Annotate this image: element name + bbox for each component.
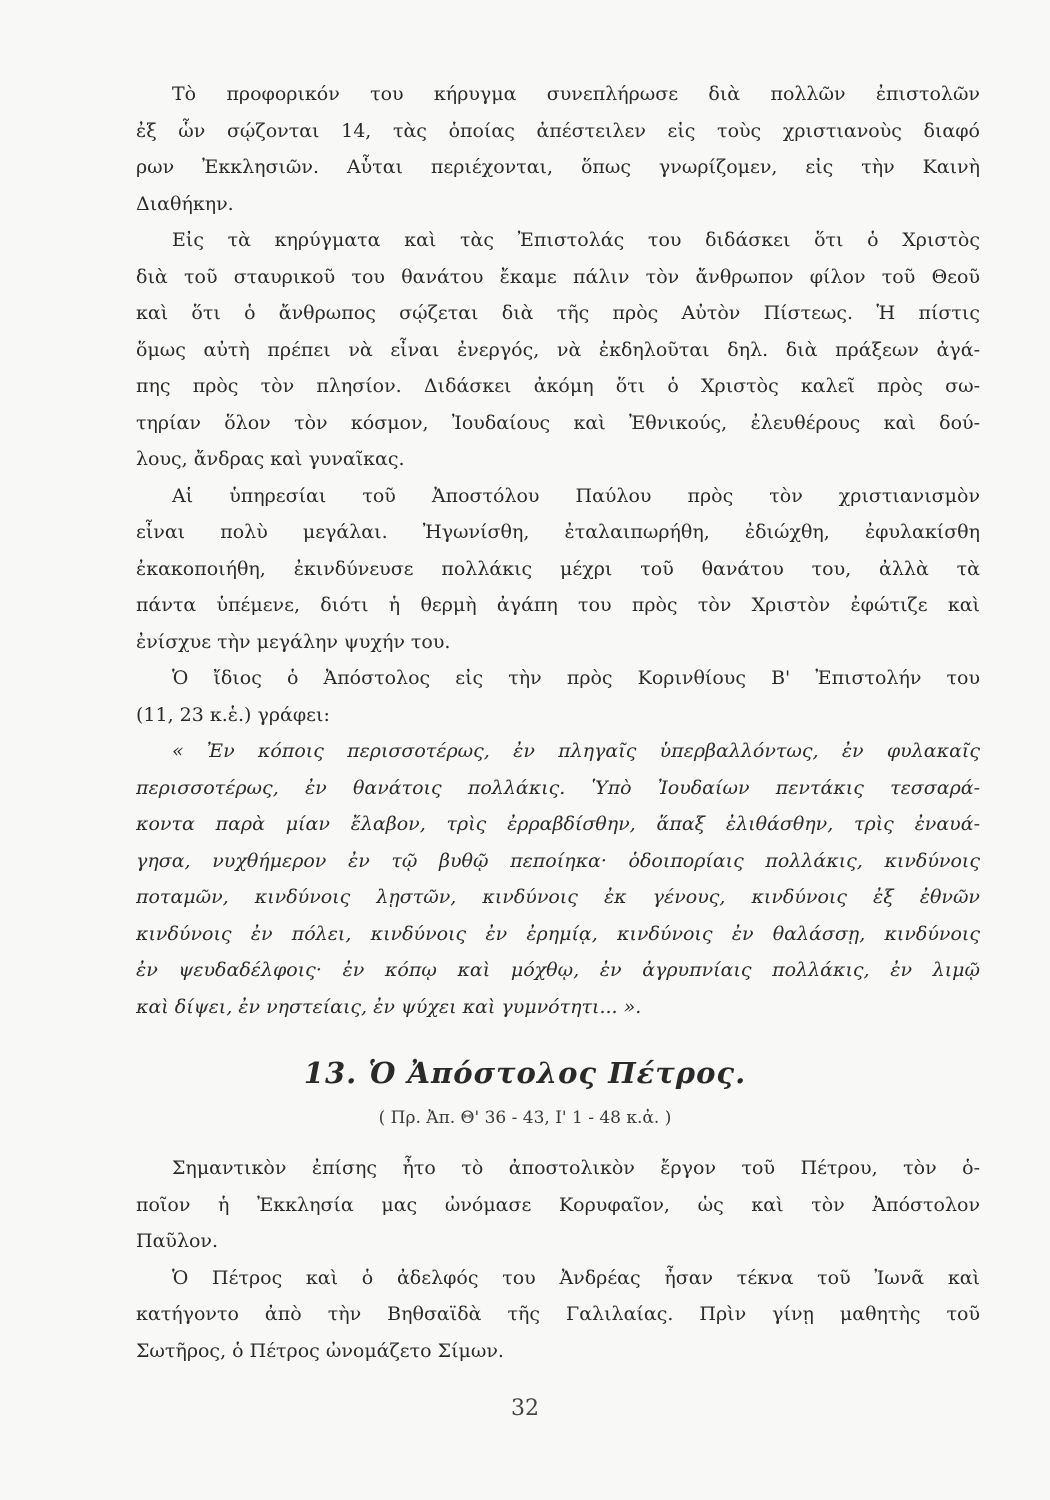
text-line: ἐξ ὧν σῴζονται 14, τὰς ὁποίας ἀπέστειλεν εἰς τοὺς χριστιανοὺς διαφό (136, 119, 980, 142)
text-line: Σωτῆρος, ὁ Πέτρος ὠνομάζετο Σίμων. (136, 1339, 504, 1362)
section-heading: 13. Ὁ Ἀπόστολος Πέτρος. (303, 1056, 747, 1090)
text-line: Διαθήκην. (136, 192, 234, 215)
text-line: λους, ἄνδρας καὶ γυναῖκας. (136, 448, 405, 470)
text-line: πάντα ὑπέμενε, διότι ἡ θερμὴ ἀγάπη του πρὸς τὸν Χριστὸν ἐφώτιζε καὶ (136, 594, 980, 616)
text-line: ὅμως αὐτὴ πρέπει νὰ εἶναι ἐνεργός, νὰ ἐκδηλοῦται δηλ. διὰ πράξεων ἀγά- (136, 338, 980, 361)
section-reference: ( Πρ. Ἀπ. Θ' 36 - 43, Ι' 1 - 48 κ.ἀ. ) (378, 1108, 672, 1128)
text-line: τηρίαν ὅλον τὸν κόσμον, Ἰουδαίους καὶ Ἐθνικούς, ἐλευθέρους καὶ δού- (136, 411, 980, 434)
text-line: Ὁ ἴδιος ὁ Ἀπόστολος εἰς τὴν πρὸς Κορινθίους Β' Ἐπιστολήν του (172, 667, 980, 689)
text-line: Αἱ ὑπηρεσίαι τοῦ Ἀποστόλου Παύλου πρὸς τὸν χριστιανισμὸν (172, 484, 980, 507)
quote-line: περισσοτέρως, ἐν θανάτοις πολλάκις. Ὑπὸ Ἰουδαίων πεντάκις τεσσαρά- (136, 776, 980, 799)
text-column-top (136, 76, 980, 1025)
text-line: Παῦλον. (136, 1230, 219, 1252)
text-line: Σημαντικὸν ἐπίσης ἦτο τὸ ἀποστολικὸν ἔργον τοῦ Πέτρου, τὸν ὁ- (172, 1157, 980, 1179)
text-line: κατήγοντο ἀπὸ τὴν Βηθσαϊδὰ τῆς Γαλιλαίας. Πρὶν γίνῃ μαθητὴς τοῦ (136, 1303, 980, 1325)
quote-line: καὶ δίψει, ἐν νηστείαις, ἐν ψύχει καὶ γυμνότητι... ». (136, 995, 642, 1018)
text-line: Τὸ προφορικόν του κήρυγμα συνεπλήρωσε διὰ πολλῶν ἐπιστολῶν (172, 83, 980, 105)
text-line: διὰ τοῦ σταυρικοῦ του θανάτου ἔκαμε πάλιν τὸν ἄνθρωπον φίλον τοῦ Θεοῦ (136, 265, 980, 288)
text-column-bottom (136, 1150, 980, 1369)
text-line: ποῖον ἡ Ἐκκλησία μας ὠνόμασε Κορυφαῖον, ὡς καὶ τὸν Ἀπόστολον (136, 1193, 980, 1216)
text-line: Ὁ Πέτρος καὶ ὁ ἀδελφός του Ἀνδρέας ἦσαν τέκνα τοῦ Ἰωνᾶ καὶ (172, 1266, 980, 1289)
quote-line: κοντα παρὰ μίαν ἔλαβον, τρὶς ἐρραβδίσθην, ἅπαξ ἐλιθάσθην, τρὶς ἐναυά- (136, 813, 980, 835)
text-line: ἐνίσχυε τὴν μεγάλην ψυχήν του. (136, 630, 451, 653)
quote-line: ποταμῶν, κινδύνοις λῃστῶν, κινδύνοις ἐκ γένους, κινδύνοις ἐξ ἐθνῶν (136, 886, 980, 908)
quote-line: γησα, νυχθήμερον ἐν τῷ βυθῷ πεποίηκα· ὁδοιπορίαις πολλάκις, κινδύνοις (136, 849, 980, 872)
text-line: (11, 23 κ.ἑ.) γράφει: (136, 703, 330, 726)
page-number: 32 (511, 1396, 539, 1421)
text-line: ρων Ἐκκλησιῶν. Αὗται περιέχονται, ὅπως γνωρίζομεν, εἰς τὴν Καινὴ (136, 156, 980, 178)
quote-line: ἐν ψευδαδέλφοις· ἐν κόπῳ καὶ μόχθῳ, ἐν ἀγρυπνίαις πολλάκις, ἐν λιμῷ (136, 959, 980, 981)
quote-line: κινδύνοις ἐν πόλει, κινδύνοις ἐν ἐρημίᾳ, κινδύνοις ἐν θαλάσσῃ, κινδύνοις (136, 922, 980, 945)
text-line: πης πρὸς τὸν πλησίον. Διδάσκει ἀκόμη ὅτι ὁ Χριστὸς καλεῖ πρὸς σω- (136, 375, 980, 397)
text-line: Εἰς τὰ κηρύγματα καὶ τὰς Ἐπιστολάς του διδάσκει ὅτι ὁ Χριστὸς (172, 229, 980, 251)
text-line: καὶ ὅτι ὁ ἄνθρωπος σῴζεται διὰ τῆς πρὸς Αὐτὸν Πίστεως. Ἡ πίστις (136, 302, 980, 324)
text-line: εἶναι πολὺ μεγάλαι. Ἠγωνίσθη, ἐταλαιπωρήθη, ἐδιώχθη, ἐφυλακίσθη (136, 521, 980, 543)
quote-line: « Ἐν κόποις περισσοτέρως, ἐν πληγαῖς ὑπερβαλλόντως, ἐν φυλακαῖς (172, 740, 980, 762)
text-line: ἐκακοποιήθη, ἐκινδύνευσε πολλάκις μέχρι τοῦ θανάτου του, ἀλλὰ τὰ (136, 557, 980, 580)
